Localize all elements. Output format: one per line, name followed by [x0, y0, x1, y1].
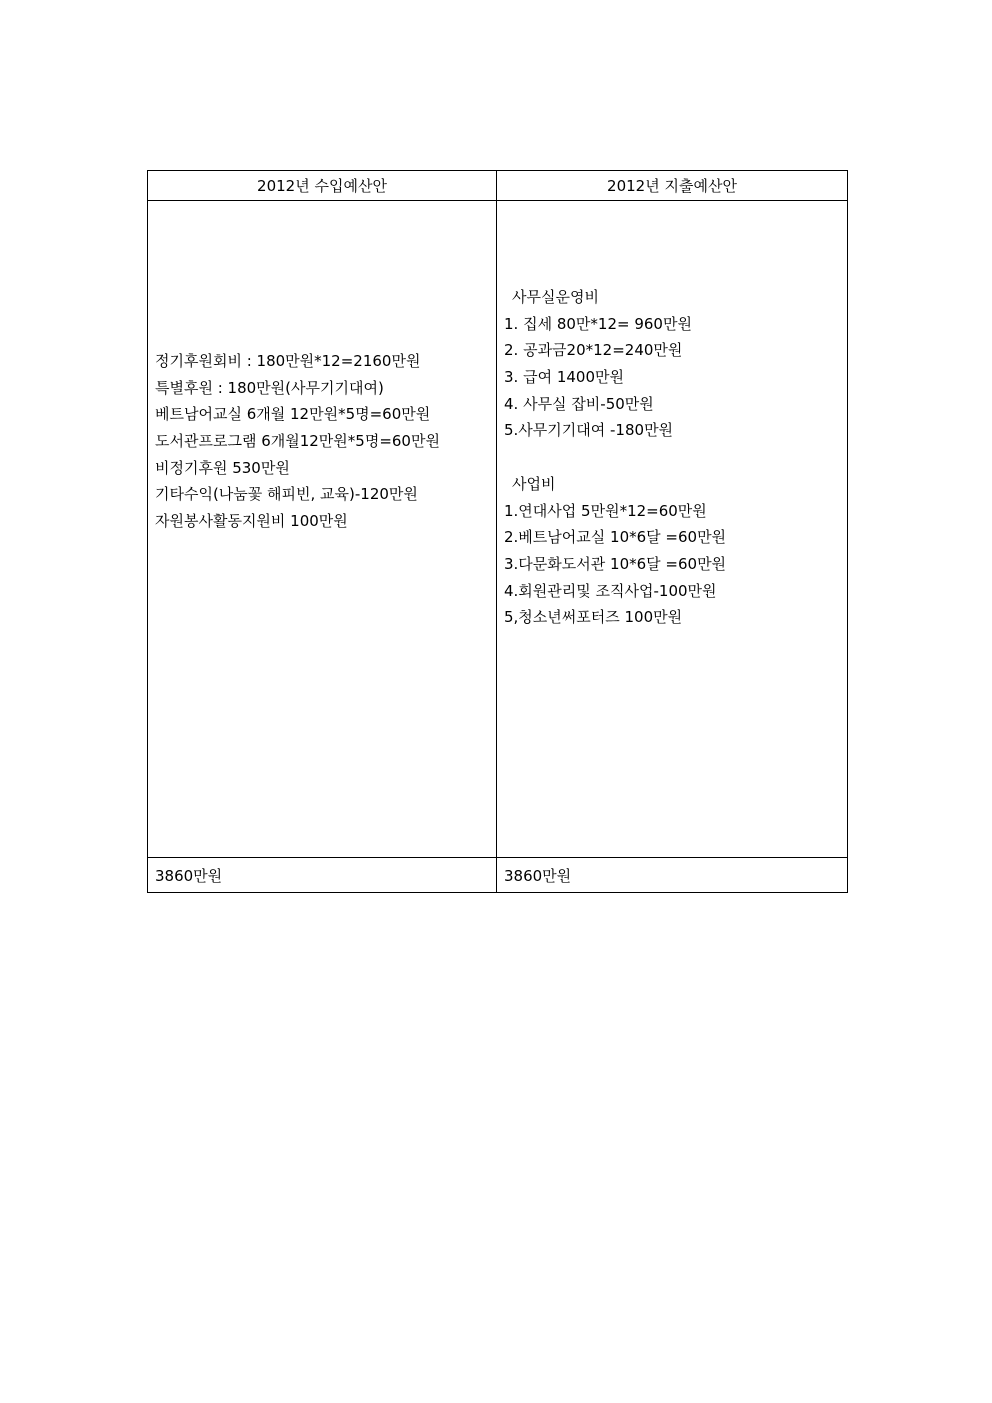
expense-item: 2. 공과금20*12=240만원: [504, 341, 683, 360]
expense-item: 1.연대사업 5만원*12=60만원: [504, 501, 707, 520]
income-title: 2012년 수입예산안: [148, 171, 497, 201]
expense-item: 3.다문화도서관 10*6달 =60만원: [504, 554, 727, 573]
expense-cell: [497, 201, 848, 858]
body-row: [148, 201, 848, 858]
income-item: 베트남어교실 6개월 12만원*5명=60만원: [155, 405, 431, 424]
expense-item: 4.회원관리및 조직사업-100만원: [504, 581, 717, 600]
income-item: 자원봉사활동지원비 100만원: [155, 512, 348, 531]
expense-item: 4. 사무실 잡비-50만원: [504, 394, 654, 413]
spacer: [504, 444, 840, 471]
header-row: [148, 171, 848, 201]
total-row: [148, 858, 848, 893]
income-item: 도서관프로그램 6개월12만원*5명=60만원: [155, 432, 440, 451]
expense-item: 3. 급여 1400만원: [504, 368, 624, 387]
expense-item: 5.사무기기대여 -180만원: [504, 421, 674, 440]
expense-item: 1. 집세 80만*12= 960만원: [504, 314, 692, 333]
income-cell: [148, 201, 497, 858]
expense-item: 2.베트남어교실 10*6달 =60만원: [504, 528, 727, 547]
expense-title: 2012년 지출예산안: [497, 171, 848, 201]
income-item: 기타수익(나눔꽃 해피빈, 교육)-120만원: [155, 485, 418, 504]
income-item: 정기후원회비 : 180만원*12=2160만원: [155, 352, 421, 370]
income-total: 3860만원: [148, 858, 497, 893]
income-item: 특별후원 : 180만원(사무기기대여): [155, 378, 384, 397]
expense-total: 3860만원: [497, 858, 848, 893]
income-item: 비정기후원 530만원: [155, 458, 290, 477]
budget-table: [147, 170, 848, 893]
office-heading: 사무실운영비: [512, 288, 599, 306]
expense-item: 5,청소년써포터즈 100만원: [504, 608, 683, 627]
business-heading: 사업비: [512, 474, 556, 493]
